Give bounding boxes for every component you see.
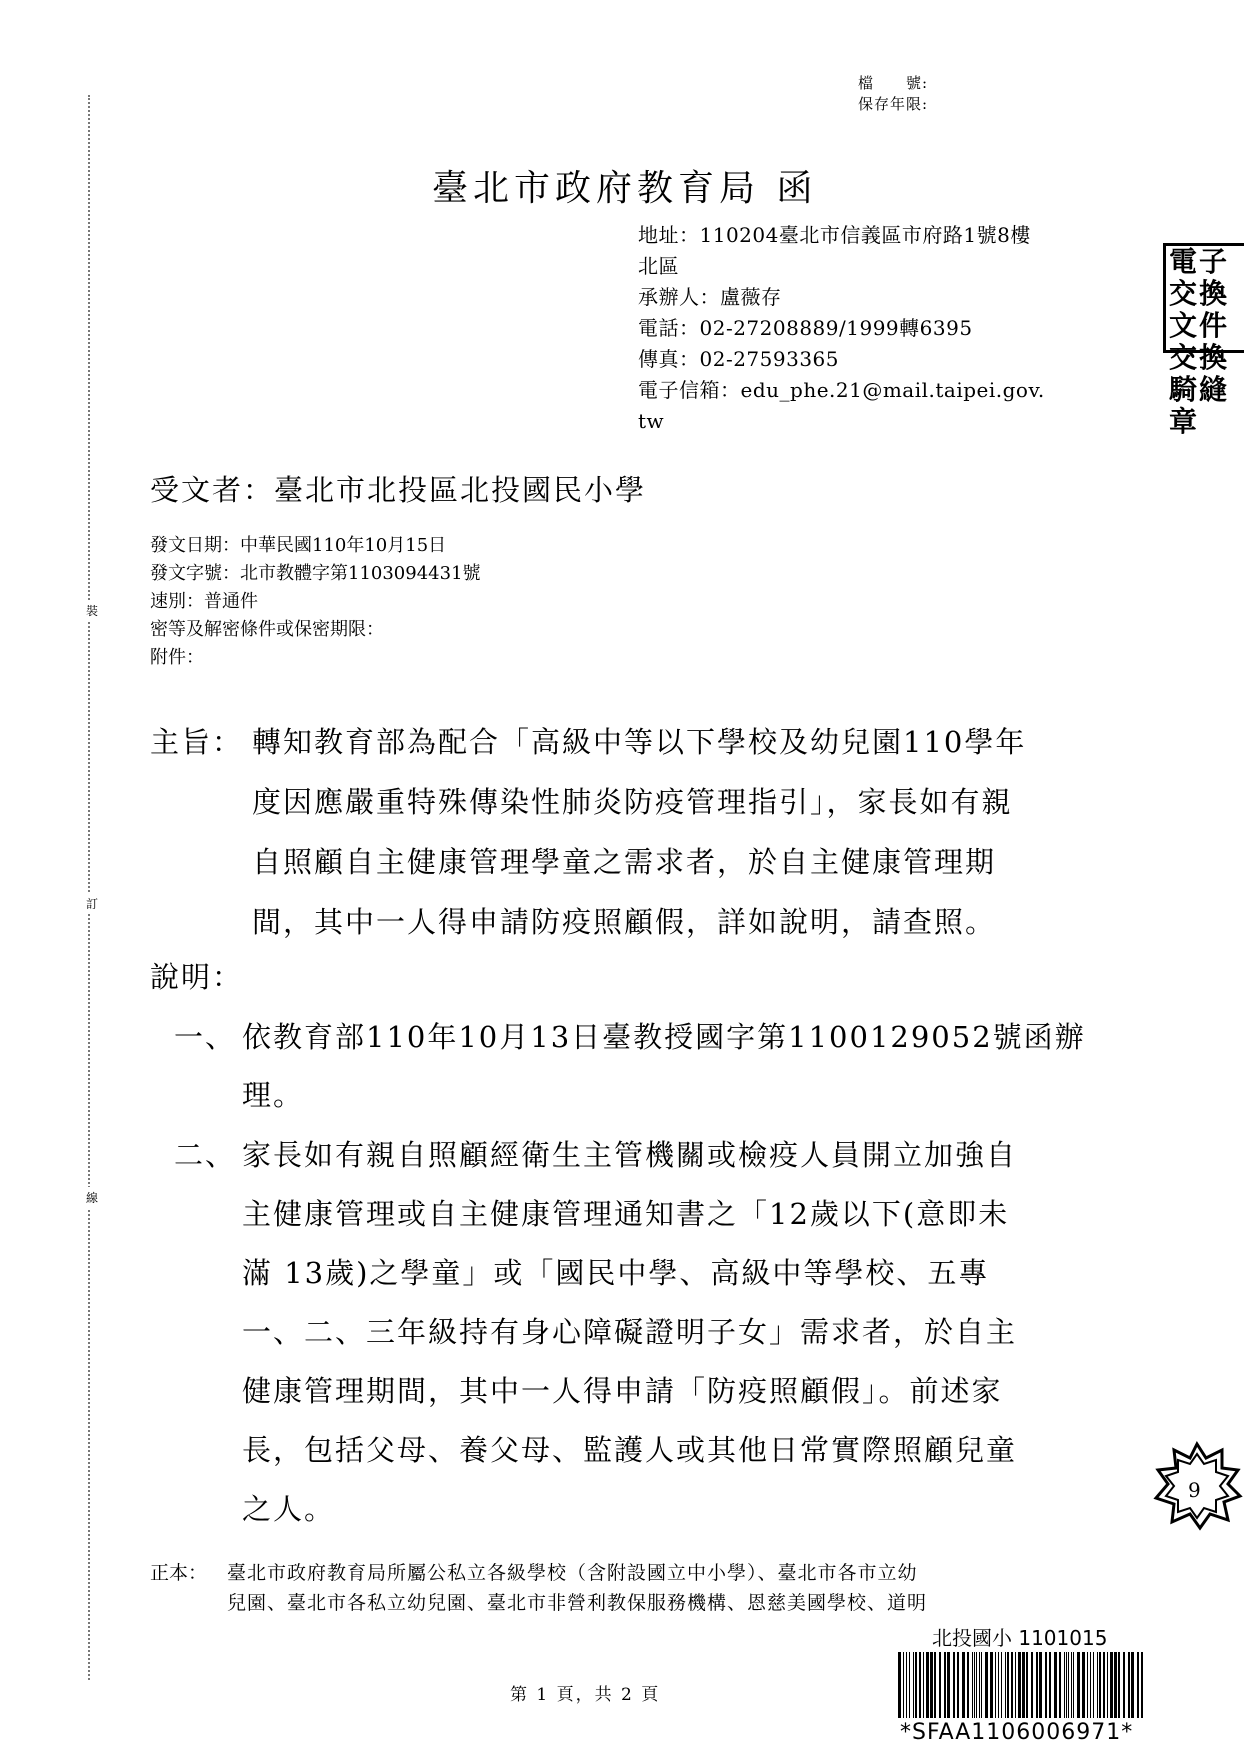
contact-address-line-2: 北區: [638, 254, 679, 278]
barcode-icon: [898, 1652, 1146, 1718]
explanation-item-line: 主健康管理或自主健康管理通知書之「12歲以下(意即未: [242, 1197, 1010, 1231]
issue-number: 發文字號：北市教體字第1103094431號: [150, 563, 481, 584]
margin-mark-zhuang: 裝: [86, 600, 98, 621]
cc-label: 正本：: [150, 1562, 208, 1584]
cc-line: 兒園、臺北市各私立幼兒園、臺北市非營利教保服務機構、恩慈美國學校、道明: [227, 1592, 928, 1614]
subject-line: 轉知教育部為配合「高級中等以下學校及幼兒園110學年: [252, 725, 1027, 759]
explanation-item-number: 一、: [174, 1020, 237, 1054]
barcode-label: 北投國小 1101015: [932, 1626, 1108, 1650]
speed-class: 速別：普通件: [150, 591, 258, 612]
contact-phone: 電話：02-27208889/1999轉6395: [638, 316, 973, 340]
explanation-item-line: 依教育部110年10月13日臺教授國字第1100129052號函辦: [242, 1020, 1086, 1054]
contact-fax: 傳真：02-27593365: [638, 347, 840, 371]
page-number: 第 1 頁，共 2 頁: [510, 1685, 661, 1705]
cc-line: 臺北市政府教育局所屬公私立各級學校（含附設國立中小學）、臺北市各市立幼: [227, 1562, 918, 1584]
margin-mark-xian: 線: [86, 1187, 98, 1208]
document-title: 臺北市政府教育局 函: [432, 168, 818, 209]
issue-date: 發文日期：中華民國110年10月15日: [150, 535, 447, 556]
contact-email-line-1: 電子信箱：edu_phe.21@mail.taipei.gov.: [638, 378, 1045, 402]
archive-file-number: 檔 號:: [858, 74, 929, 92]
subject-label: 主旨：: [150, 725, 244, 759]
explanation-item-line: 健康管理期間，其中一人得申請「防疫照顧假」。前述家: [242, 1374, 1003, 1408]
subject-line: 自照顧自主健康管理學童之需求者，於自主健康管理期: [252, 845, 997, 879]
contact-handler: 承辦人：盧薇存: [638, 285, 782, 309]
electronic-exchange-stamp: [1163, 243, 1244, 438]
seal-number: 9: [1188, 1478, 1201, 1502]
explanation-label: 說明：: [150, 960, 244, 994]
contact-email-line-2: tw: [638, 409, 665, 433]
recipient: 受文者：臺北市北投區北投國民小學: [150, 473, 647, 507]
contact-address-line-1: 地址：110204臺北市信義區市府路1號8樓: [638, 223, 1031, 247]
subject-line: 間，其中一人得申請防疫照顧假，詳如說明，請查照。: [252, 905, 997, 939]
binding-margin-dotted-line: [88, 95, 90, 1680]
attachment: 附件：: [150, 647, 204, 668]
explanation-item-line: 家長如有親自照顧經衛生主管機關或檢疫人員開立加強自: [242, 1138, 1018, 1172]
explanation-item-number: 二、: [174, 1138, 237, 1172]
explanation-item-line: 長，包括父母、養父母、監護人或其他日常實際照顧兒童: [242, 1433, 1018, 1467]
barcode-code: *SFAA1106006971*: [900, 1720, 1134, 1745]
explanation-item-line: 理。: [242, 1078, 305, 1112]
margin-mark-ding: 訂: [86, 893, 98, 914]
explanation-item-line: 滿 13歲)之學童」或「國民中學、高級中等學校、五專: [242, 1256, 990, 1290]
stamp-text: 電子交換 文件交換 騎縫章: [1169, 245, 1230, 438]
archive-retention: 保存年限:: [858, 95, 929, 113]
secrecy-level: 密等及解密條件或保密期限：: [150, 619, 384, 640]
subject-line: 度因應嚴重特殊傳染性肺炎防疫管理指引」，家長如有親: [252, 785, 1013, 819]
explanation-item-line: 之人。: [242, 1492, 336, 1526]
explanation-item-line: 一、二、三年級持有身心障礙證明子女」需求者，於自主: [242, 1315, 1018, 1349]
